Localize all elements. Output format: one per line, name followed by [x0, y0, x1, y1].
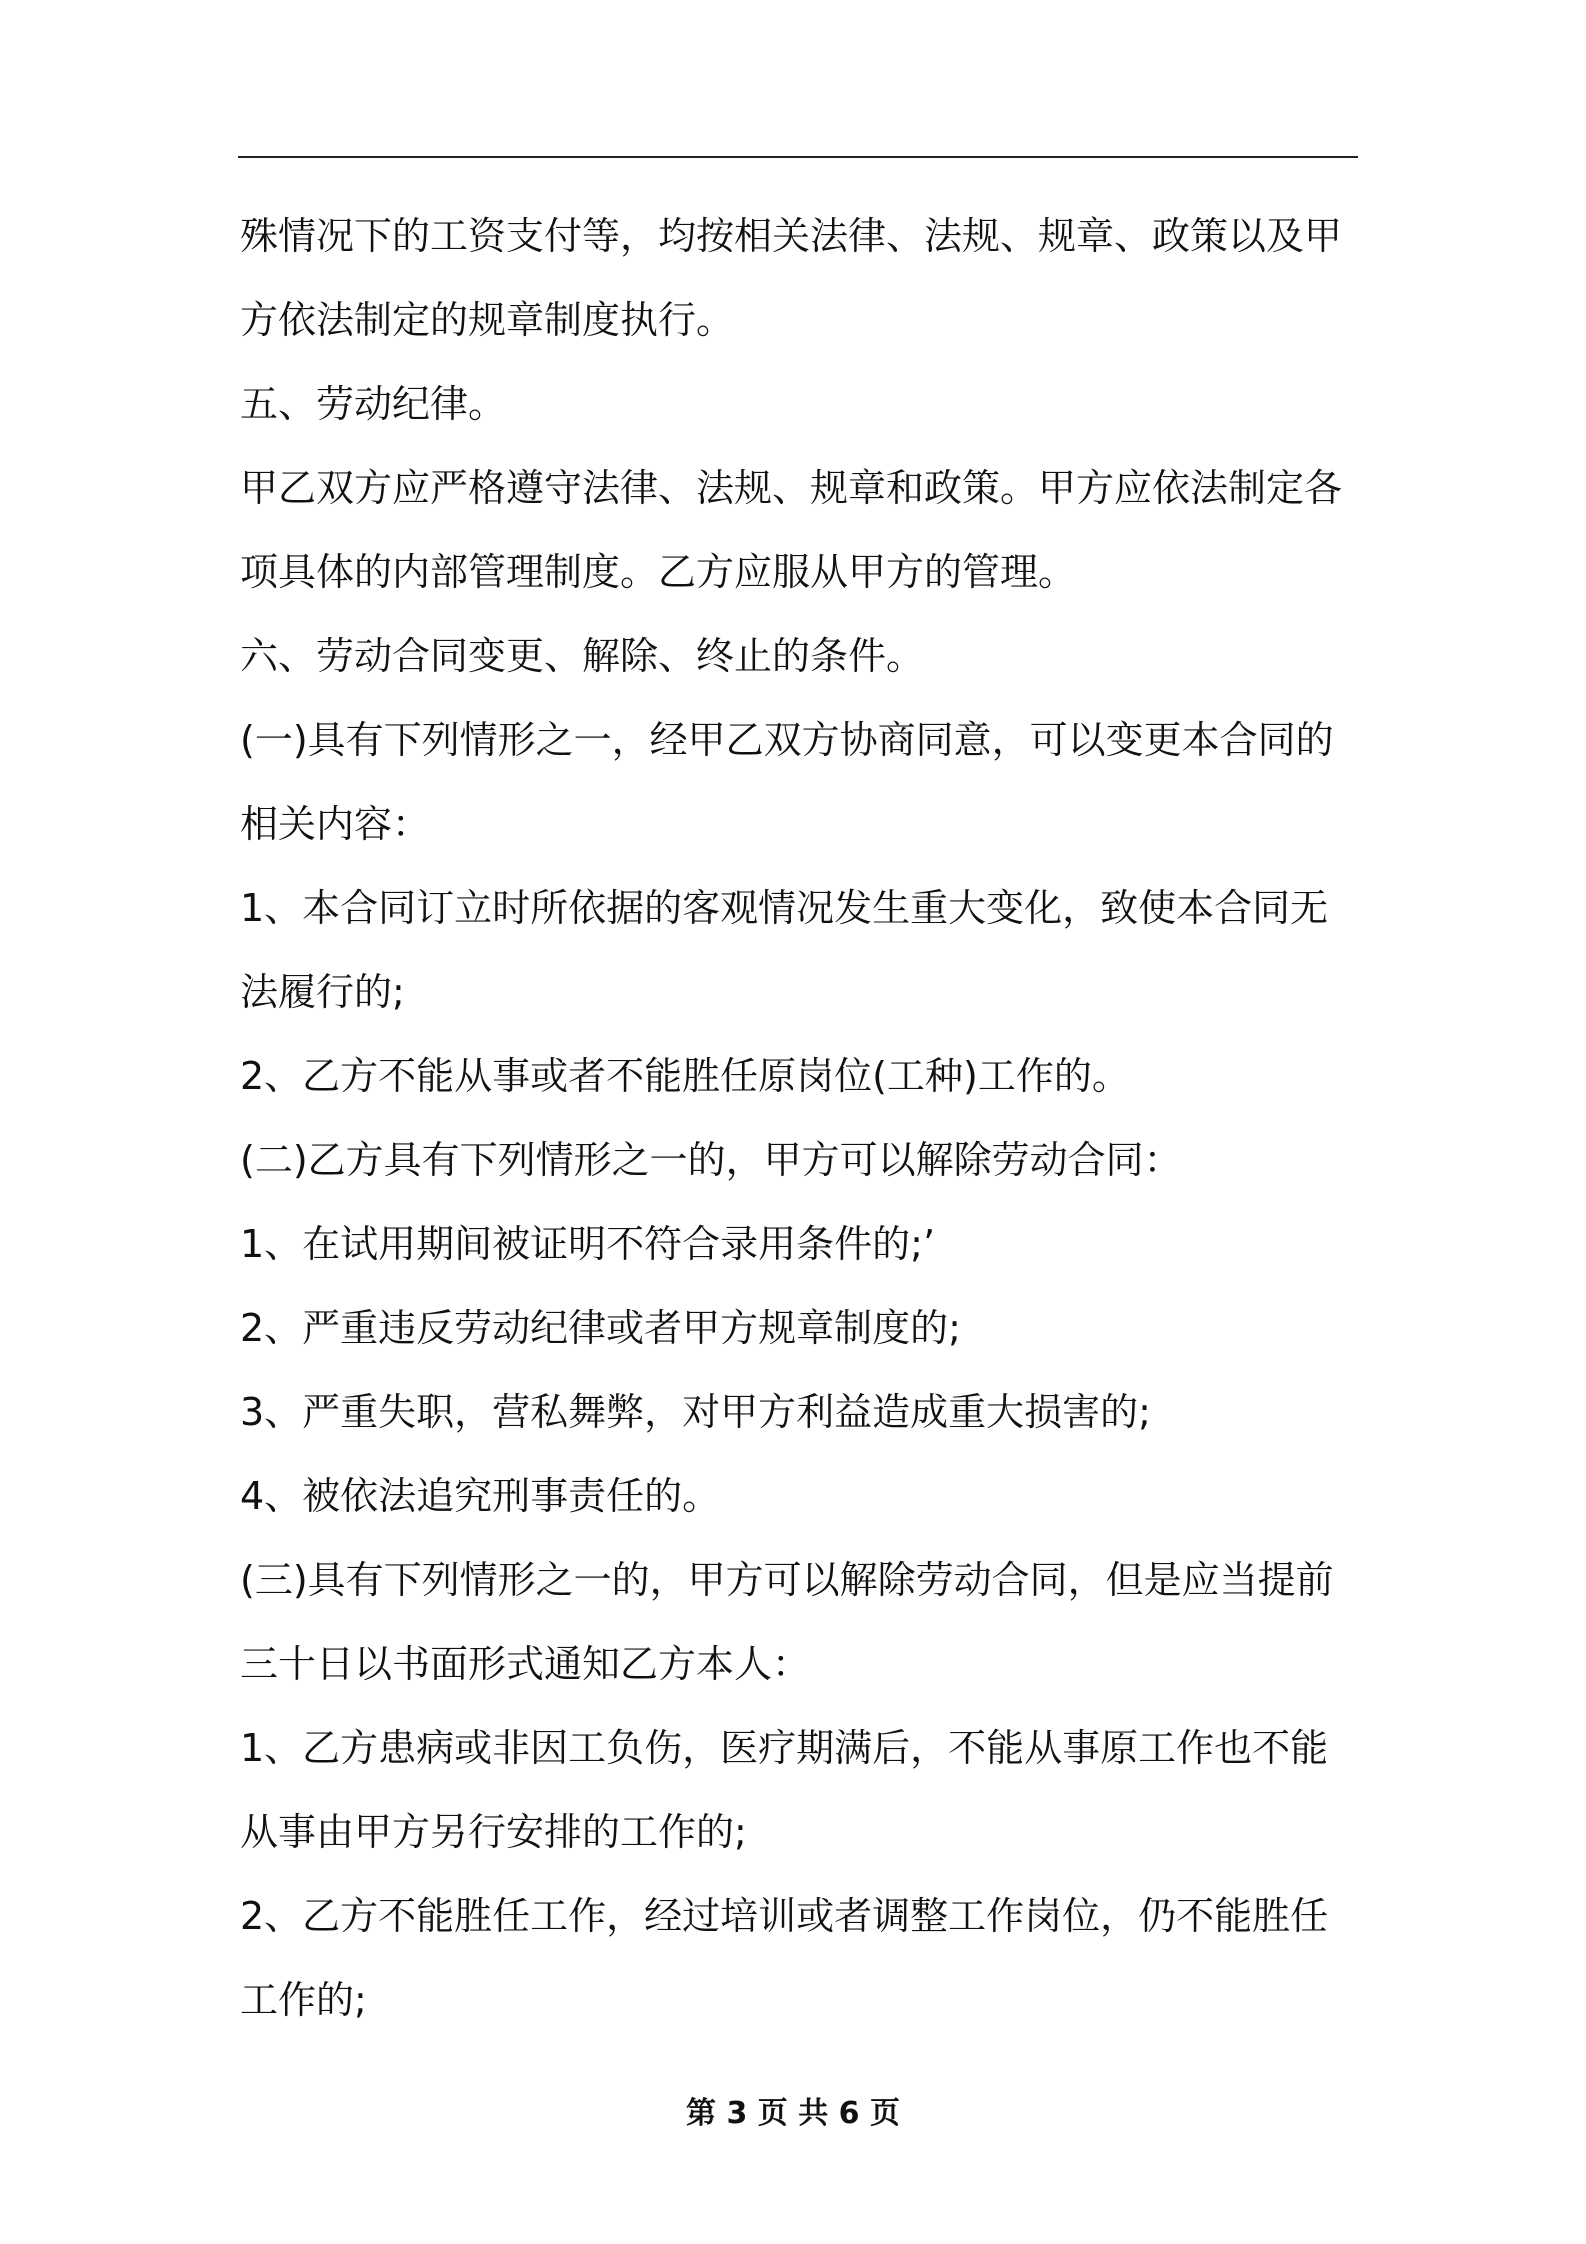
list-item: 1、在试用期间被证明不符合录用条件的;’ — [240, 1222, 936, 1266]
page-number: 第 3 页 共 6 页 — [686, 2096, 900, 2131]
list-item: 2、乙方不能从事或者不能胜任原岗位(工种)工作的。 — [240, 1054, 1130, 1098]
list-item: 1、本合同订立时所依据的客观情况发生重大变化，致使本合同无法履行的; — [240, 886, 1329, 1014]
subsection-heading: (三)具有下列情形之一的，甲方可以解除劳动合同，但是应当提前三十日以书面形式通知乙方本人： — [240, 1558, 1334, 1686]
list-item: 2、严重违反劳动纪律或者甲方规章制度的; — [240, 1306, 961, 1350]
list-item: 1、乙方患病或非因工负伤，医疗期满后，不能从事原工作也不能从事由甲方另行安排的工作的; — [240, 1726, 1329, 1854]
list-item: 3、严重失职，营私舞弊，对甲方利益造成重大损害的; — [240, 1390, 1151, 1434]
list-item: 2、乙方不能胜任工作，经过培训或者调整工作岗位，仍不能胜任工作的; — [240, 1894, 1329, 2022]
paragraph: 殊情况下的工资支付等，均按相关法律、法规、规章、政策以及甲方依法制定的规章制度执行。 — [240, 214, 1343, 342]
paragraph: 甲乙双方应严格遵守法律、法规、规章和政策。甲方应依法制定各项具体的内部管理制度。乙方应服从甲方的管理。 — [240, 466, 1343, 594]
section-heading: 六、劳动合同变更、解除、终止的条件。 — [240, 634, 925, 678]
section-heading: 五、劳动纪律。 — [240, 382, 507, 426]
header-divider — [238, 156, 1358, 158]
subsection-heading: (一)具有下列情形之一，经甲乙双方协商同意，可以变更本合同的相关内容： — [240, 718, 1334, 846]
list-item: 4、被依法追究刑事责任的。 — [240, 1474, 721, 1518]
subsection-heading: (二)乙方具有下列情形之一的，甲方可以解除劳动合同： — [240, 1138, 1182, 1182]
document-body — [240, 194, 1360, 2042]
